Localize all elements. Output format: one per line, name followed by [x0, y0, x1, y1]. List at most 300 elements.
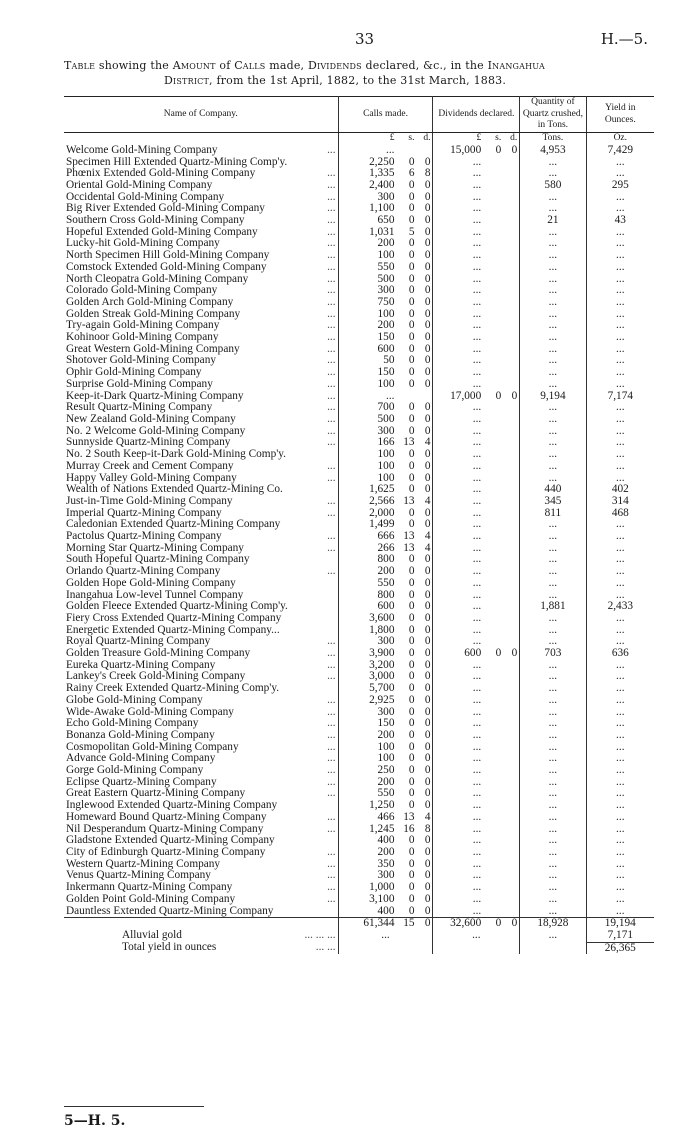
yield-ounces: 2,433	[607, 600, 633, 613]
quantity-tons: ...	[520, 742, 586, 754]
company-name: Rainy Creek Extended Quartz-Mining Comp'y.	[66, 683, 280, 695]
calls-shillings: 0	[408, 214, 415, 227]
table-row	[64, 566, 654, 578]
calls-pounds: 650	[377, 214, 395, 227]
leader-dots: ...	[327, 437, 336, 449]
leader-dots	[332, 157, 336, 169]
dividend-pounds: ...	[472, 366, 482, 379]
yield-ounces: ...	[616, 881, 625, 894]
calls-pence: 8	[424, 167, 431, 180]
company-name: No. 2 Welcome Gold-Mining Company	[66, 425, 246, 437]
total-div-pence: 0	[511, 917, 518, 930]
yield-ounces: ...	[616, 225, 625, 238]
table-row	[64, 625, 654, 637]
table-row	[64, 402, 654, 414]
title-part-4: of	[219, 59, 231, 72]
total-quantity: 18,928	[520, 918, 586, 930]
calls-pounds: 1,031	[369, 225, 395, 238]
company-name: Dauntless Extended Quartz-Mining Company	[66, 905, 274, 917]
company-name: Eclipse Quartz-Mining Company	[66, 776, 217, 788]
table-title	[64, 58, 674, 88]
table-row	[64, 157, 654, 169]
dividend-pence	[501, 309, 517, 321]
dividend-shillings	[481, 157, 501, 169]
dividend-pence	[501, 250, 517, 262]
calls-pounds: 800	[377, 553, 395, 566]
dividend-pence	[501, 262, 517, 274]
dividend-pence	[501, 180, 517, 192]
calls-shillings: 0	[408, 670, 415, 683]
company-name: Surprise Gold-Mining Company	[66, 378, 213, 390]
dividend-pence	[501, 437, 517, 449]
dividend-shillings	[481, 578, 501, 590]
calls-shillings: 0	[408, 471, 415, 484]
company-name: Golden Hope Gold-Mining Company	[66, 577, 236, 589]
dividend-shillings	[481, 402, 501, 414]
calls-pounds: 350	[377, 857, 395, 870]
calls-shillings: 0	[408, 904, 415, 917]
company-name: Oriental Gold-Mining Company	[66, 179, 213, 191]
quantity-tons: ...	[520, 660, 586, 672]
quantity-tons: ...	[520, 250, 586, 262]
dividend-pence	[501, 449, 517, 461]
calls-pounds: 666	[377, 530, 395, 543]
quantity-tons: ...	[520, 870, 586, 882]
table-row	[64, 578, 654, 590]
dividend-shillings	[481, 285, 501, 297]
calls-shillings: 0	[408, 506, 415, 519]
dividend-shillings	[481, 262, 501, 274]
calls-pounds: 100	[377, 752, 395, 765]
calls-shillings: 16	[403, 822, 415, 835]
yield-ounces: ...	[616, 635, 625, 648]
yield-ounces: ...	[616, 810, 625, 823]
dividend-pounds: ...	[472, 307, 482, 320]
calls-shillings: 0	[408, 260, 415, 273]
dividend-shillings	[481, 859, 501, 871]
leader-dots: ...	[327, 753, 336, 765]
calls-pounds: 400	[377, 834, 395, 847]
leader-dots: ...	[327, 425, 336, 437]
table-row	[64, 262, 654, 274]
calls-pence: 0	[424, 225, 431, 238]
quantity-tons: ...	[520, 625, 586, 637]
company-name: Southern Cross Gold-Mining Company	[66, 215, 245, 227]
table-row	[64, 250, 654, 262]
calls-shillings: 0	[408, 237, 415, 250]
quantity-tons: ...	[520, 344, 586, 356]
leader-dots: ...	[327, 250, 336, 262]
calls-pence: 0	[424, 787, 431, 800]
leader-dots: ...	[327, 671, 336, 683]
yield-ounces: 402	[611, 483, 629, 496]
unit-oz: Oz.	[613, 133, 628, 144]
quantity-tons: 811	[520, 508, 586, 520]
yield-ounces: ...	[616, 670, 625, 683]
quantity-tons: ...	[520, 812, 586, 824]
quantity-tons: ...	[520, 894, 586, 906]
yield-ounces: ...	[616, 857, 625, 870]
calls-pounds: 466	[377, 810, 395, 823]
yield-ounces: ...	[616, 846, 625, 858]
company-name: Golden Streak Gold-Mining Company	[66, 308, 241, 320]
dividend-pence	[501, 508, 517, 520]
calls-pounds: 2,000	[369, 506, 395, 519]
unit-shilling: s.	[408, 133, 415, 144]
quantity-tons: ...	[520, 765, 586, 777]
calls-pence: 0	[424, 284, 431, 297]
calls-shillings: 13	[403, 541, 415, 554]
calls-pence: 8	[424, 822, 431, 835]
calls-pounds: 550	[377, 787, 395, 800]
table-row	[64, 788, 654, 800]
dividend-shillings	[481, 835, 501, 847]
dividend-pence	[501, 554, 517, 566]
company-name: South Hopeful Quartz-Mining Company	[66, 554, 250, 566]
quantity-tons: ...	[520, 426, 586, 438]
dividend-shillings	[481, 215, 501, 227]
leader-dots: ...	[327, 659, 336, 671]
dividend-pence	[501, 543, 517, 555]
company-name: Occidental Gold-Mining Company	[66, 191, 225, 203]
calls-pounds: 550	[377, 260, 395, 273]
quantity-tons: 440	[520, 484, 586, 496]
leader-dots: ...	[327, 847, 336, 858]
dividend-pence	[501, 192, 517, 204]
dividend-shillings	[481, 320, 501, 332]
yield-ounces: 295	[611, 178, 629, 191]
calls-pence: 0	[424, 319, 431, 332]
dividend-pence	[501, 414, 517, 426]
yield-ounces: ...	[616, 752, 625, 765]
yield-ounces: ...	[616, 728, 625, 741]
dividend-pence	[501, 765, 517, 777]
quantity-tons: ...	[520, 414, 586, 426]
leader-dots: ...	[327, 367, 336, 379]
dividend-shillings	[481, 707, 501, 719]
calls-pounds: 300	[377, 284, 395, 297]
calls-pounds: 300	[377, 635, 395, 648]
unit-pound-div: £	[476, 133, 482, 144]
calls-shillings: 0	[408, 412, 415, 425]
yield-ounces: ...	[616, 155, 625, 168]
company-name: Echo Gold-Mining Company	[66, 718, 199, 730]
dividend-shillings	[481, 344, 501, 356]
company-name: Globe Gold-Mining Company	[66, 694, 203, 706]
quantity-tons: ...	[520, 707, 586, 719]
dividend-shillings	[481, 601, 501, 613]
company-name: Venus Quartz-Mining Company	[66, 870, 211, 882]
calls-shillings: 13	[403, 436, 415, 449]
dividend-shillings	[481, 788, 501, 800]
yield-ounces: ...	[616, 202, 625, 215]
calls-shillings: 0	[408, 787, 415, 800]
dividend-shillings: 0	[495, 389, 502, 402]
dividend-shillings	[481, 882, 501, 894]
dividend-pence	[501, 566, 517, 578]
calls-pence: 0	[424, 635, 431, 648]
calls-pounds: 150	[377, 366, 395, 379]
leader-dots: ...	[327, 893, 336, 905]
leader-dots: ...	[327, 168, 336, 180]
yield-ounces: ...	[616, 799, 625, 812]
total-yield-lodes: 19,194	[586, 918, 654, 930]
company-name: Advance Gold-Mining Company	[66, 753, 216, 765]
leader-dots: ...	[327, 226, 336, 238]
dividend-pence	[501, 344, 517, 356]
unit-shilling-div: s.	[495, 133, 502, 144]
title-word-amount: Amount	[172, 59, 216, 72]
table-row	[64, 508, 654, 520]
yield-ounces: ...	[616, 167, 625, 180]
yield-ounces: ...	[616, 424, 625, 437]
dividend-pence	[501, 730, 517, 742]
leader-dots: ...	[327, 648, 336, 660]
quantity-tons: ...	[520, 402, 586, 414]
company-name: Imperial Quartz-Mining Company	[66, 507, 222, 519]
calls-pence: 0	[424, 471, 431, 484]
calls-pounds: 1,000	[369, 881, 395, 894]
table-row	[64, 613, 654, 625]
calls-shillings: 0	[408, 401, 415, 414]
leader-dots	[332, 578, 336, 590]
leader-dots	[332, 449, 336, 461]
calls-pence: 0	[424, 553, 431, 566]
dividend-pence	[501, 332, 517, 344]
leader-dots: ...	[327, 273, 336, 285]
calls-pounds: 3,200	[369, 658, 395, 671]
table-row	[64, 894, 654, 906]
yield-ounces: ...	[616, 693, 625, 706]
company-name: New Zealand Gold-Mining Company	[66, 413, 236, 425]
dividend-pence	[501, 531, 517, 543]
table-row	[64, 835, 654, 847]
dividend-pence	[501, 824, 517, 836]
calls-pence: 4	[424, 530, 431, 543]
quantity-tons: ...	[520, 262, 586, 274]
company-name: Colorado Gold-Mining Company	[66, 285, 218, 297]
dividend-pounds: ...	[472, 834, 482, 847]
yield-ounces: ...	[616, 682, 625, 695]
dividend-shillings	[481, 332, 501, 344]
table-row	[64, 695, 654, 707]
table-row	[64, 683, 654, 695]
calls-pounds: 2,250	[369, 155, 395, 168]
leader-dots: ...	[327, 718, 336, 730]
yield-ounces: ...	[616, 822, 625, 835]
leader-dots	[332, 613, 336, 625]
dividend-pence	[501, 426, 517, 438]
dividend-shillings	[481, 566, 501, 578]
calls-pence: 0	[424, 295, 431, 308]
company-name: Cosmopolitan Gold-Mining Company	[66, 741, 239, 753]
dividend-shillings	[481, 671, 501, 683]
unit-pence-div: d.	[510, 133, 518, 144]
table-row	[64, 496, 654, 508]
calls-pence: 0	[424, 705, 431, 718]
dividend-pounds: ...	[472, 471, 482, 484]
calls-pence: 4	[424, 541, 431, 554]
yield-ounces: ...	[616, 705, 625, 718]
calls-shillings: 13	[403, 530, 415, 543]
dividend-pounds: ...	[472, 331, 482, 344]
dividend-pence	[501, 753, 517, 765]
calls-shillings: 0	[408, 658, 415, 671]
quantity-tons: ...	[520, 543, 586, 555]
dividend-pounds: ...	[472, 202, 482, 215]
calls-pounds: ...	[386, 143, 395, 156]
calls-pence: 0	[424, 483, 431, 496]
calls-shillings: 0	[408, 705, 415, 718]
dividend-pounds: ...	[472, 728, 482, 741]
yield-ounces: ...	[616, 307, 625, 320]
calls-pounds: 100	[377, 307, 395, 320]
leader-dots	[332, 835, 336, 847]
calls-pence: 0	[424, 178, 431, 191]
calls-pounds: 600	[377, 342, 395, 355]
units-row	[64, 133, 654, 145]
dividend-shillings	[481, 554, 501, 566]
dividend-shillings	[481, 168, 501, 180]
dividend-pounds: ...	[472, 237, 482, 250]
dividend-shillings	[481, 414, 501, 426]
dividend-shillings	[481, 379, 501, 391]
dividend-shillings	[481, 777, 501, 789]
calls-pence: 0	[424, 682, 431, 695]
company-name: No. 2 South Keep-it-Dark Gold-Mining Comp'y.	[66, 449, 287, 461]
calls-pence: 0	[424, 658, 431, 671]
dividend-shillings	[481, 718, 501, 730]
total-yield-row	[64, 942, 654, 954]
company-name: Morning Star Quartz-Mining Company	[66, 542, 244, 554]
company-name: Fiery Cross Extended Quartz-Mining Company	[66, 612, 282, 624]
company-name: Kohinoor Gold-Mining Company	[66, 332, 219, 344]
leader-dots: ...	[327, 776, 336, 788]
title-part-2: showing the	[98, 59, 169, 72]
company-name: Welcome Gold-Mining Company	[66, 144, 218, 156]
yield-ounces: ...	[616, 740, 625, 753]
yield-ounces: ...	[616, 412, 625, 425]
quantity-tons: ...	[520, 695, 586, 707]
company-name: Homeward Bound Quartz-Mining Company	[66, 811, 267, 823]
calls-pence: 0	[424, 342, 431, 355]
leader-dots: ...	[327, 882, 336, 894]
title-word-district: District,	[164, 74, 213, 87]
calls-pounds: 200	[377, 775, 395, 788]
calls-shillings: 0	[408, 331, 415, 344]
dividend-pounds: ...	[472, 178, 482, 191]
quantity-tons: ...	[520, 671, 586, 683]
dividend-pounds: ...	[472, 412, 482, 425]
leader-dots	[332, 906, 336, 918]
calls-shillings: 0	[408, 892, 415, 905]
leader-dots: ...	[327, 858, 336, 870]
dividend-pence: 0	[511, 647, 518, 660]
yield-ounces: ...	[616, 565, 625, 578]
calls-pence	[414, 145, 430, 157]
calls-pence: 0	[424, 331, 431, 344]
calls-shillings: 0	[408, 717, 415, 730]
dividend-pence	[501, 882, 517, 894]
calls-pence: 0	[424, 202, 431, 215]
leader-dots: ...	[327, 507, 336, 519]
calls-pounds: 600	[377, 600, 395, 613]
dividend-pence	[501, 859, 517, 871]
leader-dots: ...	[327, 765, 336, 777]
quantity-tons: ...	[520, 847, 586, 859]
dividend-pounds: ...	[472, 401, 482, 414]
calls-shillings: 13	[403, 494, 415, 507]
yield-ounces: ...	[616, 366, 625, 379]
company-name: Pactolus Quartz-Mining Company	[66, 531, 222, 543]
calls-pence: 0	[424, 693, 431, 706]
yield-ounces: ...	[616, 787, 625, 800]
calls-pence: 0	[424, 881, 431, 894]
table-row	[64, 473, 654, 485]
table-row	[64, 285, 654, 297]
dividend-pounds: ...	[472, 530, 482, 543]
dividend-pounds: ...	[472, 249, 482, 262]
yield-ounces: ...	[616, 260, 625, 273]
table-row	[64, 859, 654, 871]
dividend-pence	[501, 671, 517, 683]
calls-pounds: 100	[377, 377, 395, 390]
calls-pence: 0	[424, 846, 431, 858]
dividend-pounds: ...	[472, 787, 482, 800]
quantity-tons: ...	[520, 192, 586, 204]
dividend-pounds: ...	[472, 260, 482, 273]
dividend-shillings	[481, 250, 501, 262]
table-row	[64, 601, 654, 613]
calls-pounds: 700	[377, 401, 395, 414]
dividend-shillings	[481, 812, 501, 824]
company-name: Caledonian Extended Quartz-Mining Company	[66, 519, 281, 531]
dividend-shillings	[481, 894, 501, 906]
dividend-pounds: ...	[472, 342, 482, 355]
calls-pence: 4	[424, 436, 431, 449]
header-yield: Yield in Ounces.	[586, 97, 654, 133]
dividend-pence	[501, 683, 517, 695]
yield-ounces: ...	[616, 611, 625, 624]
dividend-pence	[501, 227, 517, 239]
header-dividends: Dividends declared.	[433, 97, 520, 133]
calls-shillings: 0	[408, 588, 415, 601]
dividend-pounds: ...	[472, 740, 482, 753]
company-name: Golden Point Gold-Mining Company	[66, 893, 236, 905]
company-name: Keep-it-Dark Quartz-Mining Company	[66, 390, 244, 402]
leader-dots	[332, 625, 336, 637]
calls-pounds: 1,245	[369, 822, 395, 835]
dividend-pence	[501, 496, 517, 508]
company-name: Wide-Awake Gold-Mining Company	[66, 706, 234, 718]
leader-dots: ...	[327, 495, 336, 507]
calls-pounds: 266	[377, 541, 395, 554]
table-row	[64, 484, 654, 496]
leader-dots	[332, 484, 336, 496]
yield-ounces: ...	[616, 249, 625, 262]
leader-dots: ...	[327, 203, 336, 215]
company-name: Lankey's Creek Gold-Mining Company	[66, 671, 246, 683]
dividend-pence	[501, 320, 517, 332]
calls-shillings: 0	[408, 202, 415, 215]
quantity-tons: ...	[520, 882, 586, 894]
calls-pounds: 2,925	[369, 693, 395, 706]
dividend-shillings	[481, 496, 501, 508]
calls-pence: 0	[424, 647, 431, 660]
leader-dots: ...	[327, 332, 336, 344]
calls-pence: 0	[424, 448, 431, 461]
company-name: Great Eastern Quartz-Mining Company	[66, 788, 246, 800]
